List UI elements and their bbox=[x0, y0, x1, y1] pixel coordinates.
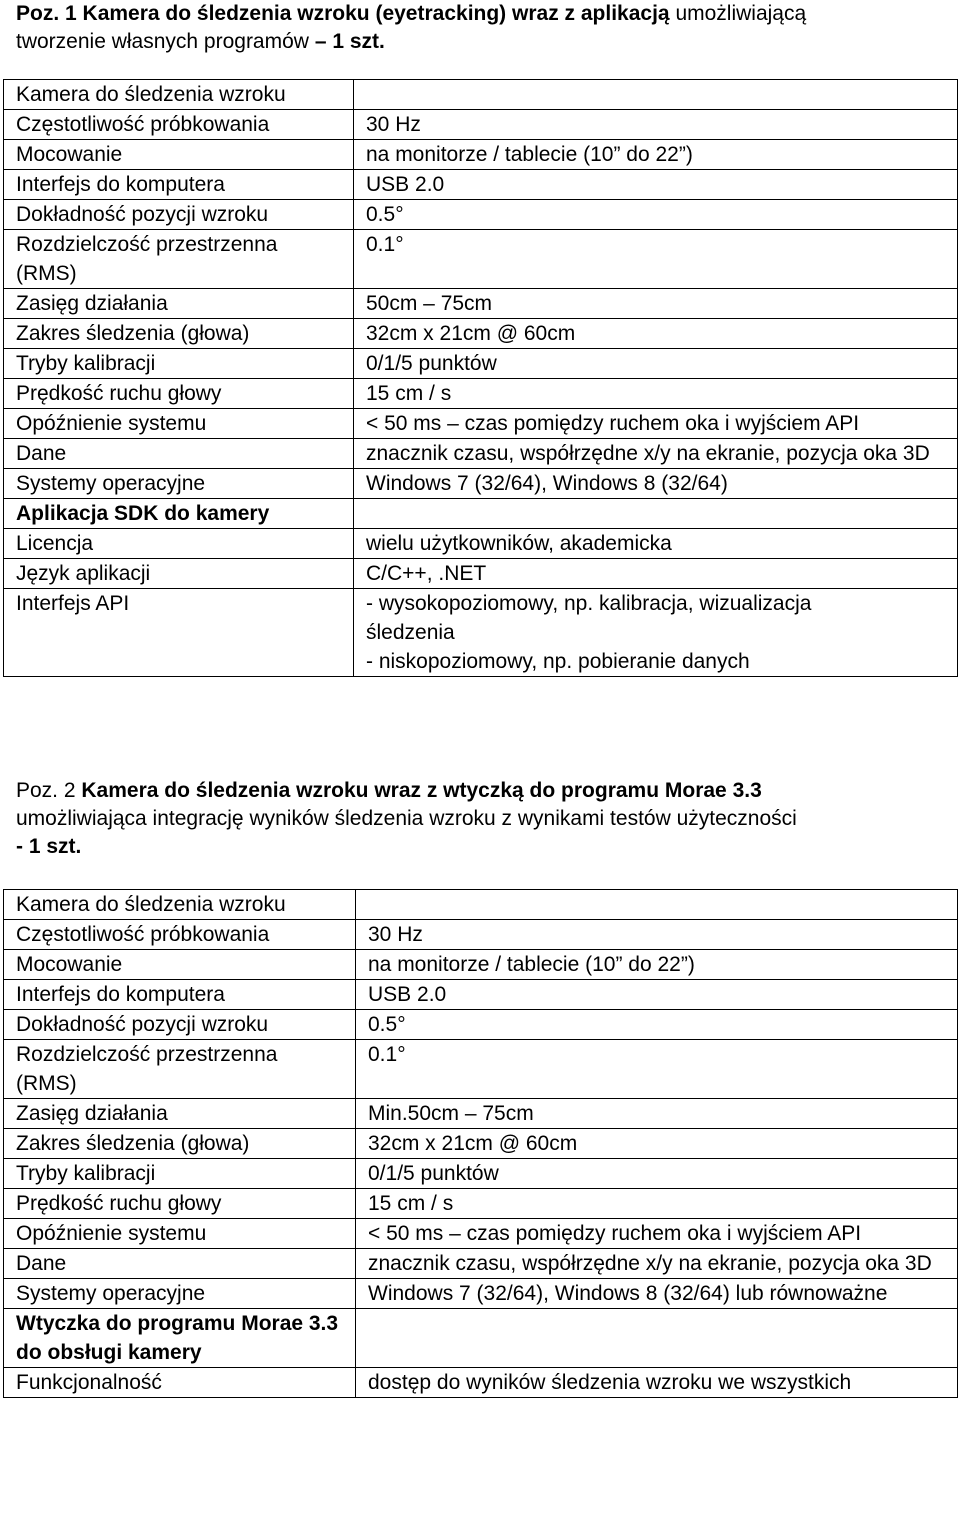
api-line: - wysokopoziomowy, np. kalibracja, wizualizacja bbox=[366, 592, 812, 615]
table-row bbox=[4, 170, 958, 200]
pos1-title-rest: umożliwiającą bbox=[675, 2, 807, 25]
pos2-prefix: Poz. 2 bbox=[16, 779, 76, 802]
row-value: Min.50cm – 75cm bbox=[356, 1099, 958, 1129]
row-label: Dokładność pozycji wzroku bbox=[4, 1010, 356, 1040]
row-label: Dane bbox=[4, 439, 354, 469]
row-label: Rozdzielczość przestrzenna (RMS) bbox=[4, 1040, 356, 1099]
row-value: 30 Hz bbox=[356, 920, 958, 950]
pos2-heading bbox=[16, 777, 946, 861]
table-row bbox=[4, 529, 958, 559]
row-value: 0.1° bbox=[354, 230, 958, 289]
table-row bbox=[4, 230, 958, 289]
table-row bbox=[4, 1099, 958, 1129]
pos1-prefix: Poz. 1 bbox=[16, 2, 77, 25]
table-row bbox=[4, 80, 958, 110]
table-row bbox=[4, 1159, 958, 1189]
table-row bbox=[4, 1279, 958, 1309]
plugin-section-header: Wtyczka do programu Morae 3.3 do obsługi kamery bbox=[4, 1309, 356, 1368]
row-value: znacznik czasu, współrzędne x/y na ekranie, pozycja oka 3D bbox=[356, 1249, 958, 1279]
table-row bbox=[4, 1219, 958, 1249]
pos1-title: Kamera do śledzenia wzroku (eyetracking) wraz z aplikacją bbox=[82, 2, 670, 25]
row-value: 0.5° bbox=[356, 1010, 958, 1040]
row-label: Prędkość ruchu głowy bbox=[4, 379, 354, 409]
table-row bbox=[4, 1309, 958, 1368]
table-row bbox=[4, 439, 958, 469]
table-row bbox=[4, 379, 958, 409]
pos1-title-line2: tworzenie własnych programów bbox=[16, 30, 309, 53]
table-row bbox=[4, 409, 958, 439]
row-label: Mocowanie bbox=[4, 140, 354, 170]
table-row bbox=[4, 980, 958, 1010]
table-row bbox=[4, 140, 958, 170]
spec-table-1 bbox=[3, 79, 958, 677]
row-value: na monitorze / tablecie (10” do 22”) bbox=[356, 950, 958, 980]
row-label: Dane bbox=[4, 1249, 356, 1279]
row-label: Interfejs API bbox=[4, 589, 354, 677]
table-row bbox=[4, 349, 958, 379]
row-label: Prędkość ruchu głowy bbox=[4, 1189, 356, 1219]
row-label: Systemy operacyjne bbox=[4, 469, 354, 499]
row-value: 0.1° bbox=[356, 1040, 958, 1099]
row-value: < 50 ms – czas pomiędzy ruchem oka i wyjściem API bbox=[356, 1219, 958, 1249]
pos1-qty: – 1 szt. bbox=[314, 30, 385, 53]
row-value: na monitorze / tablecie (10” do 22”) bbox=[354, 140, 958, 170]
row-label: Rozdzielczość przestrzenna (RMS) bbox=[4, 230, 354, 289]
row-label: Częstotliwość próbkowania bbox=[4, 920, 356, 950]
row-value: Windows 7 (32/64), Windows 8 (32/64) bbox=[354, 469, 958, 499]
table-row bbox=[4, 1040, 958, 1099]
section-header: Kamera do śledzenia wzroku bbox=[4, 80, 354, 110]
row-value: Windows 7 (32/64), Windows 8 (32/64) lub równoważne bbox=[356, 1279, 958, 1309]
row-label: Interfejs do komputera bbox=[4, 980, 356, 1010]
row-value: 0/1/5 punktów bbox=[356, 1159, 958, 1189]
row-label: Zasięg działania bbox=[4, 289, 354, 319]
table-row bbox=[4, 589, 958, 677]
section-header: Kamera do śledzenia wzroku bbox=[4, 890, 356, 920]
table-row bbox=[4, 110, 958, 140]
row-label: Opóźnienie systemu bbox=[4, 409, 354, 439]
table-row bbox=[4, 200, 958, 230]
row-value: USB 2.0 bbox=[356, 980, 958, 1010]
table-row bbox=[4, 559, 958, 589]
row-value: C/C++, .NET bbox=[354, 559, 958, 589]
pos2-title: Kamera do śledzenia wzroku wraz z wtyczką do programu Morae 3.3 bbox=[81, 779, 762, 802]
row-label: Licencja bbox=[4, 529, 354, 559]
row-value: 0/1/5 punktów bbox=[354, 349, 958, 379]
table-row bbox=[4, 890, 958, 920]
row-label: Zasięg działania bbox=[4, 1099, 356, 1129]
table-row bbox=[4, 289, 958, 319]
pos1-heading bbox=[16, 0, 946, 56]
row-value: dostęp do wyników śledzenia wzroku we wszystkich bbox=[356, 1368, 958, 1398]
table-row bbox=[4, 920, 958, 950]
row-label: Mocowanie bbox=[4, 950, 356, 980]
pos2-line2: umożliwiająca integrację wyników śledzenia wzroku z wynikami testów użyteczności bbox=[16, 807, 797, 830]
sdk-section-header: Aplikacja SDK do kamery bbox=[4, 499, 354, 529]
row-value: znacznik czasu, współrzędne x/y na ekranie, pozycja oka 3D bbox=[354, 439, 958, 469]
table-row bbox=[4, 1189, 958, 1219]
row-value: 15 cm / s bbox=[354, 379, 958, 409]
table-row bbox=[4, 1368, 958, 1398]
row-label: Funkcjonalność bbox=[4, 1368, 356, 1398]
table-row bbox=[4, 1010, 958, 1040]
api-line: śledzenia bbox=[366, 621, 455, 644]
row-value: 15 cm / s bbox=[356, 1189, 958, 1219]
table-row bbox=[4, 469, 958, 499]
row-value: 32cm x 21cm @ 60cm bbox=[356, 1129, 958, 1159]
table-row bbox=[4, 499, 958, 529]
row-label: Język aplikacji bbox=[4, 559, 354, 589]
row-label: Zakres śledzenia (głowa) bbox=[4, 319, 354, 349]
table-row bbox=[4, 1249, 958, 1279]
row-value: 50cm – 75cm bbox=[354, 289, 958, 319]
row-label: Systemy operacyjne bbox=[4, 1279, 356, 1309]
row-label: Tryby kalibracji bbox=[4, 349, 354, 379]
table-row bbox=[4, 1129, 958, 1159]
pos2-qty: - 1 szt. bbox=[16, 835, 82, 858]
spec-table-2 bbox=[3, 889, 958, 1398]
row-label: Opóźnienie systemu bbox=[4, 1219, 356, 1249]
table-row bbox=[4, 950, 958, 980]
row-label: Interfejs do komputera bbox=[4, 170, 354, 200]
row-label: Częstotliwość próbkowania bbox=[4, 110, 354, 140]
row-value: < 50 ms – czas pomiędzy ruchem oka i wyjściem API bbox=[354, 409, 958, 439]
row-label: Tryby kalibracji bbox=[4, 1159, 356, 1189]
table-row bbox=[4, 319, 958, 349]
row-value: wielu użytkowników, akademicka bbox=[354, 529, 958, 559]
row-value: 30 Hz bbox=[354, 110, 958, 140]
row-value: 0.5° bbox=[354, 200, 958, 230]
row-value: USB 2.0 bbox=[354, 170, 958, 200]
row-label: Zakres śledzenia (głowa) bbox=[4, 1129, 356, 1159]
api-line: - niskopoziomowy, np. pobieranie danych bbox=[366, 650, 750, 673]
row-label: Dokładność pozycji wzroku bbox=[4, 200, 354, 230]
row-value bbox=[354, 589, 958, 677]
row-value: 32cm x 21cm @ 60cm bbox=[354, 319, 958, 349]
